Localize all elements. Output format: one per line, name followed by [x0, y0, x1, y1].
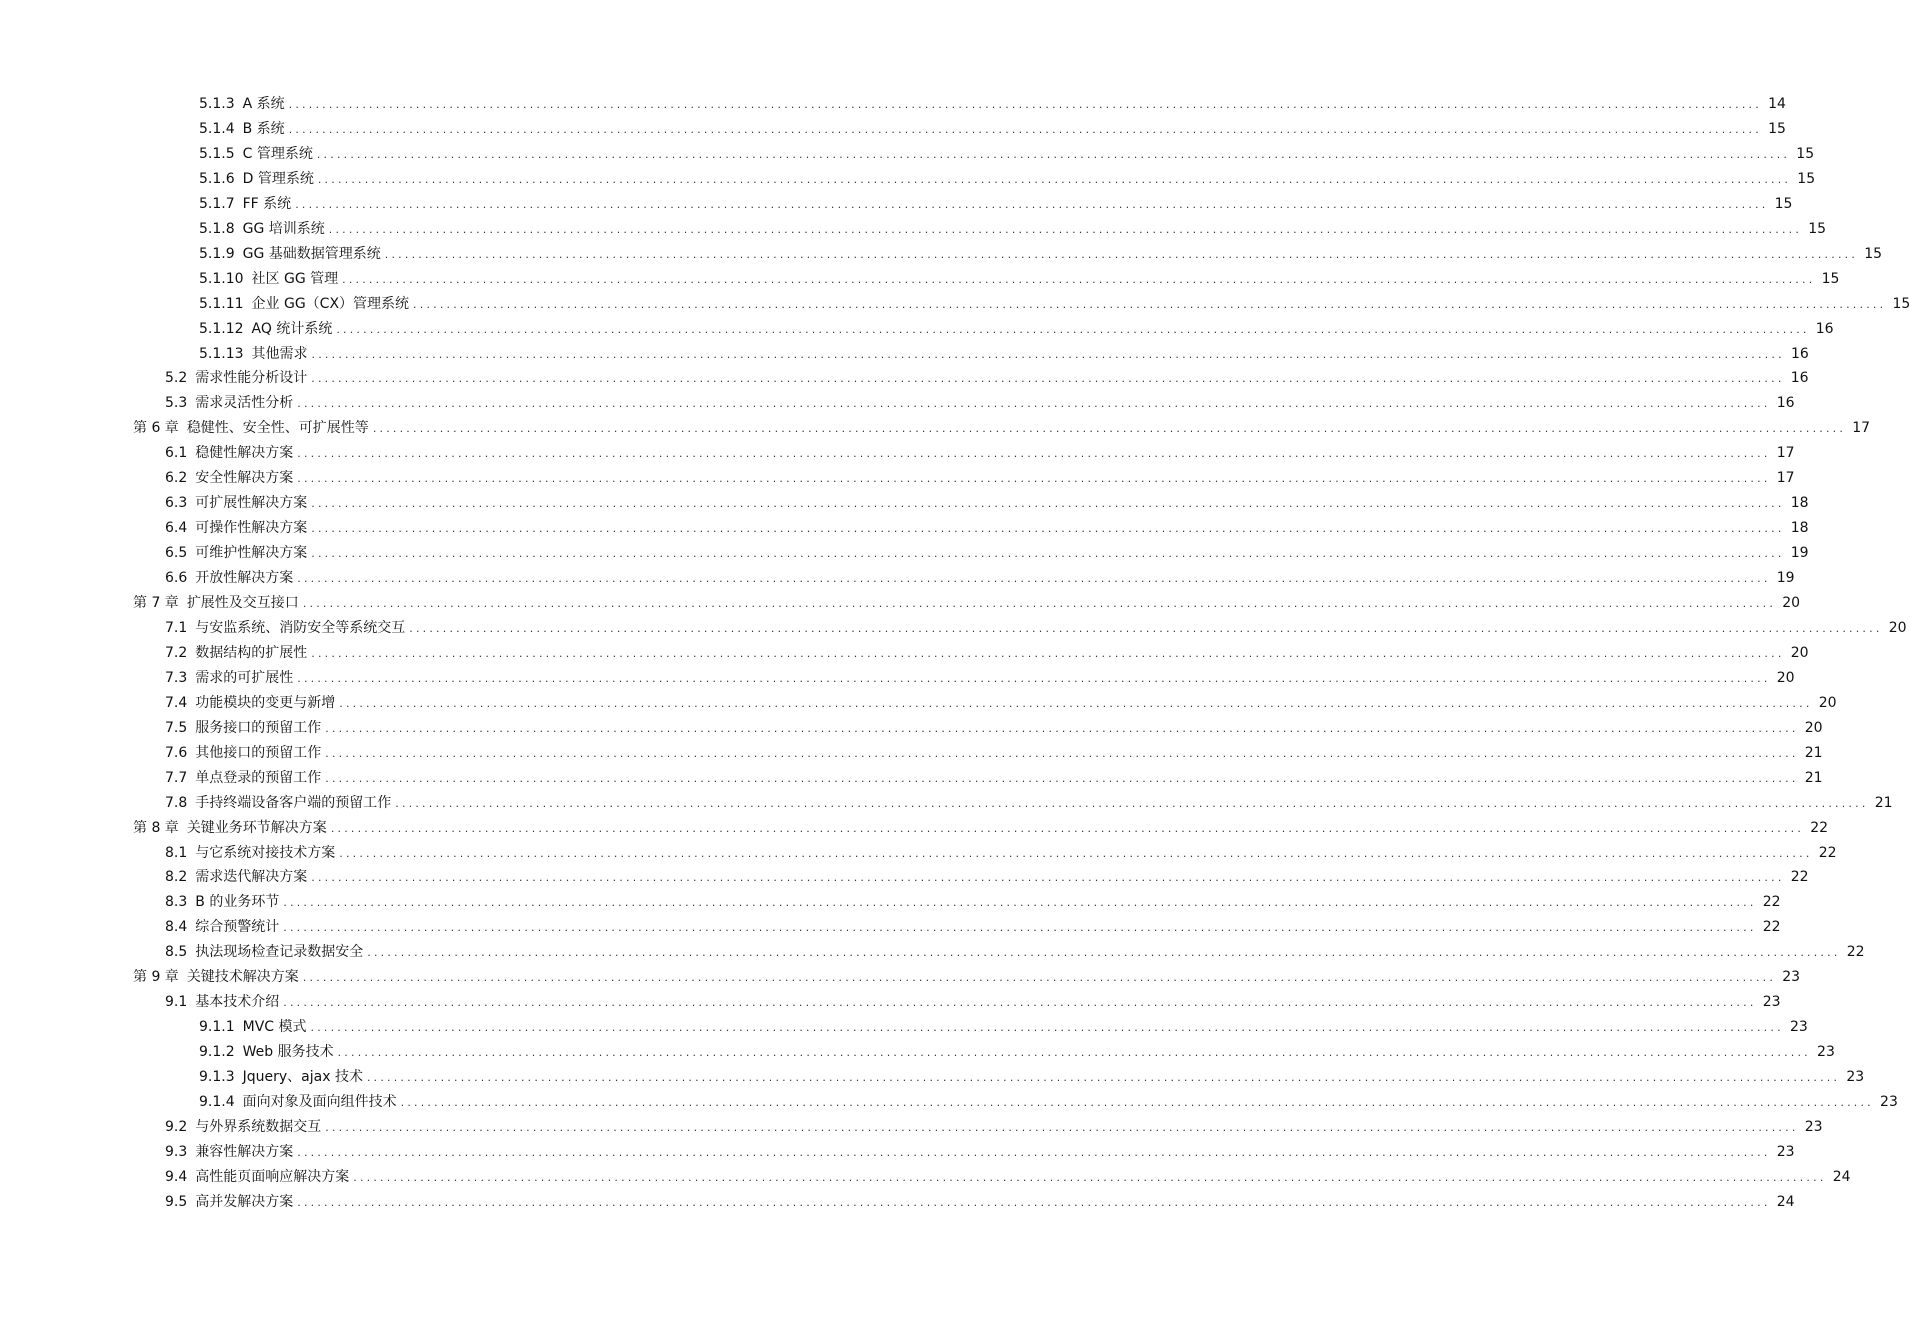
- toc-entry-title: 稳健性解决方案: [195, 445, 294, 462]
- toc-entry[interactable]: [165, 915, 1781, 940]
- toc-entry-number: 8.2: [165, 869, 188, 886]
- toc-dot-leader: ............................................................................................................................................................................................................................: [342, 272, 1816, 286]
- toc-entry-page: 23: [1880, 1094, 1898, 1110]
- toc-entry-page: 14: [1768, 96, 1786, 112]
- toc-dot-leader: ............................................................................................................................................................................................................................: [311, 347, 1785, 361]
- toc-entry[interactable]: [165, 641, 1809, 666]
- toc-entry[interactable]: [165, 491, 1809, 516]
- toc-entry-title: GG 基础数据管理系统: [242, 245, 381, 262]
- toc-entry[interactable]: [165, 766, 1823, 791]
- toc-entry-title: 稳健性、安全性、可扩展性等: [186, 420, 369, 437]
- toc-entry-number: 5.2: [165, 370, 188, 387]
- toc-dot-leader: ............................................................................................................................................................................................................................: [384, 247, 1859, 261]
- toc-dot-leader: ............................................................................................................................................................................................................................: [325, 721, 1799, 735]
- toc-entry-number: 7.1: [165, 619, 188, 636]
- toc-entry[interactable]: [165, 366, 1809, 391]
- toc-entry-number: 8.1: [165, 844, 188, 861]
- toc-entry-number: 第 8 章: [133, 819, 179, 836]
- toc-entry-number: 5.1.7: [199, 195, 235, 212]
- toc-entry-title: AQ 统计系统: [251, 320, 333, 337]
- toc-dot-leader: ............................................................................................................................................................................................................................: [367, 946, 1841, 960]
- toc-dot-leader: ............................................................................................................................................................................................................................: [302, 597, 1777, 610]
- toc-entry-page: 16: [1776, 395, 1795, 412]
- toc-entry-number: 7.5: [165, 719, 188, 736]
- toc-dot-leader: ............................................................................................................................................................................................................................: [366, 1071, 1841, 1085]
- toc-entry[interactable]: [133, 965, 1801, 990]
- toc-entry-title: GG 培训系统: [242, 220, 325, 237]
- toc-dot-leader: ............................................................................................................................................................................................................................: [395, 796, 1869, 810]
- toc-entry-page: 19: [1790, 545, 1809, 562]
- toc-entry[interactable]: [133, 416, 1871, 441]
- toc-entry-title: 高性能页面响应解决方案: [195, 1168, 350, 1185]
- toc-entry[interactable]: [165, 890, 1781, 915]
- toc-entry-title: 扩展性及交互接口: [186, 595, 299, 611]
- toc-entry-number: 8.4: [165, 919, 188, 936]
- toc-entry[interactable]: [199, 1090, 1898, 1115]
- toc-entry-number: 8.5: [165, 944, 188, 961]
- toc-entry-title: 企业 GG（CX）管理系统: [251, 295, 410, 312]
- toc-entry[interactable]: [199, 192, 1793, 217]
- toc-dot-leader: ............................................................................................................................................................................................................................: [353, 1170, 1827, 1184]
- toc-entry[interactable]: [133, 816, 1829, 841]
- toc-entry-number: 9.1: [165, 994, 188, 1011]
- toc-dot-leader: ............................................................................................................................................................................................................................: [325, 771, 1799, 785]
- toc-entry[interactable]: [199, 1040, 1835, 1065]
- toc-dot-leader: ............................................................................................................................................................................................................................: [339, 846, 1813, 860]
- toc-entry-number: 6.4: [165, 520, 188, 537]
- toc-entry[interactable]: [165, 691, 1837, 716]
- toc-entry-number: 6.2: [165, 470, 188, 487]
- toc-dot-leader: ............................................................................................................................................................................................................................: [325, 1120, 1799, 1134]
- toc-entry-number: 9.1.2: [199, 1044, 235, 1061]
- toc-dot-leader: ............................................................................................................................................................................................................................: [288, 122, 1762, 136]
- toc-entry-number: 9.1.1: [199, 1019, 235, 1036]
- toc-entry-number: 5.1.10: [199, 270, 244, 287]
- toc-entry-page: 23: [1782, 969, 1801, 986]
- toc-entry-page: 21: [1874, 794, 1893, 811]
- toc-entry-number: 7.7: [165, 769, 188, 786]
- toc-entry-page: 16: [1790, 370, 1809, 387]
- toc-entry-page: 20: [1776, 669, 1795, 686]
- toc-dot-leader: ............................................................................................................................................................................................................................: [297, 1145, 1771, 1159]
- toc-entry-page: 15: [1808, 220, 1827, 237]
- toc-entry-page: 17: [1776, 445, 1795, 462]
- toc-entry[interactable]: [199, 292, 1910, 317]
- toc-entry[interactable]: [165, 865, 1809, 890]
- toc-entry[interactable]: [165, 516, 1809, 541]
- toc-entry-number: 5.1.5: [199, 145, 235, 162]
- toc-dot-leader: ............................................................................................................................................................................................................................: [311, 547, 1785, 561]
- toc-dot-leader: ............................................................................................................................................................................................................................: [336, 322, 1810, 336]
- toc-entry-number: 5.3: [165, 395, 188, 412]
- toc-entry-number: 9.4: [165, 1168, 188, 1185]
- toc-dot-leader: ............................................................................................................................................................................................................................: [311, 646, 1785, 660]
- toc-entry[interactable]: [199, 242, 1883, 267]
- toc-entry-number: 9.5: [165, 1193, 188, 1210]
- toc-entry-title: 社区 GG 管理: [251, 270, 339, 287]
- toc-entry-title: B 的业务环节: [195, 894, 280, 911]
- toc-dot-leader: ............................................................................................................................................................................................................................: [283, 996, 1757, 1010]
- toc-entry-number: 5.1.8: [199, 220, 235, 237]
- toc-entry-title: 需求迭代解决方案: [195, 869, 308, 886]
- toc-entry-title: 其他需求: [251, 345, 308, 362]
- toc-entry-title: Jquery、ajax 技术: [242, 1069, 363, 1086]
- toc-dot-leader: ............................................................................................................................................................................................................................: [311, 871, 1785, 885]
- toc-entry-page: 24: [1832, 1168, 1851, 1185]
- toc-entry[interactable]: [199, 92, 1786, 117]
- toc-entry-number: 第 9 章: [133, 969, 179, 986]
- toc-entry-title: 单点登录的预留工作: [195, 769, 322, 786]
- toc-entry[interactable]: [165, 466, 1795, 491]
- toc-entry[interactable]: [133, 591, 1801, 616]
- toc-entry-page: 23: [1804, 1118, 1823, 1135]
- toc-entry-number: 6.1: [165, 445, 188, 462]
- toc-entry[interactable]: [165, 391, 1795, 416]
- toc-entry[interactable]: [199, 267, 1840, 292]
- toc-dot-leader: ............................................................................................................................................................................................................................: [316, 147, 1791, 161]
- toc-entry-page: 20: [1790, 644, 1809, 661]
- toc-entry-title: 需求性能分析设计: [195, 370, 308, 387]
- toc-entry-number: 5.1.13: [199, 345, 244, 362]
- toc-entry-title: 兼容性解决方案: [195, 1143, 294, 1160]
- toc-entry-number: 7.4: [165, 694, 188, 711]
- toc-entry[interactable]: [199, 142, 1815, 167]
- toc-entry[interactable]: [165, 716, 1823, 741]
- toc-entry-title: FF 系统: [242, 195, 292, 212]
- toc-entry-title: 与外界系统数据交互: [195, 1118, 322, 1135]
- toc-dot-leader: ............................................................................................................................................................................................................................: [297, 572, 1771, 586]
- toc-dot-leader: ............................................................................................................................................................................................................................: [328, 222, 1803, 236]
- toc-dot-leader: ............................................................................................................................................................................................................................: [311, 372, 1785, 386]
- toc-entry-page: 15: [1768, 120, 1786, 137]
- toc-entry-title: 可维护性解决方案: [195, 545, 308, 562]
- toc-entry-page: 23: [1762, 994, 1781, 1011]
- toc-entry-page: 16: [1790, 345, 1809, 362]
- toc-entry-title: MVC 模式: [242, 1019, 307, 1036]
- toc-dot-leader: ............................................................................................................................................................................................................................: [297, 671, 1771, 685]
- toc-entry-number: 7.2: [165, 644, 188, 661]
- toc-entry[interactable]: [165, 566, 1795, 591]
- toc-entry-page: 22: [1790, 869, 1809, 886]
- toc-entry-title: 其他接口的预留工作: [195, 744, 322, 761]
- toc-dot-leader: ............................................................................................................................................................................................................................: [330, 821, 1805, 835]
- toc-entry-page: 22: [1846, 944, 1865, 961]
- toc-entry-title: 手持终端设备客户端的预留工作: [195, 794, 392, 811]
- toc-entry-page: 22: [1818, 844, 1837, 861]
- toc-entry-title: 综合预警统计: [195, 919, 280, 936]
- toc-entry[interactable]: [199, 317, 1834, 342]
- toc-entry-page: 15: [1774, 195, 1793, 212]
- toc-entry-number: 9.2: [165, 1118, 188, 1135]
- toc-entry-title: Web 服务技术: [242, 1044, 334, 1061]
- toc-entry-number: 5.1.9: [199, 245, 235, 262]
- toc-entry-number: 5.1.4: [199, 120, 235, 137]
- toc-entry[interactable]: [199, 1065, 1865, 1090]
- toc-entry-title: 安全性解决方案: [195, 470, 294, 487]
- toc-entry-number: 9.1.3: [199, 1069, 235, 1086]
- toc-dot-leader: ............................................................................................................................................................................................................................: [288, 98, 1762, 111]
- toc-entry[interactable]: [199, 117, 1786, 142]
- toc-dot-leader: ............................................................................................................................................................................................................................: [409, 621, 1883, 635]
- toc-dot-leader: ............................................................................................................................................................................................................................: [297, 1195, 1771, 1209]
- toc-entry-page: 20: [1804, 719, 1823, 736]
- toc-entry[interactable]: [165, 741, 1823, 766]
- toc-entry-page: 24: [1776, 1193, 1795, 1210]
- toc-dot-leader: ............................................................................................................................................................................................................................: [337, 1046, 1811, 1060]
- toc-entry-number: 第 6 章: [133, 420, 179, 437]
- toc-entry-title: 与它系统对接技术方案: [195, 844, 336, 861]
- toc-dot-leader: ............................................................................................................................................................................................................................: [372, 422, 1847, 436]
- toc-entry-page: 22: [1810, 819, 1829, 836]
- toc-entry-number: 6.5: [165, 545, 188, 562]
- toc-entry[interactable]: [165, 541, 1809, 566]
- toc-entry-page: 18: [1790, 520, 1809, 537]
- toc-dot-leader: ............................................................................................................................................................................................................................: [295, 197, 1769, 211]
- toc-entry-page: 22: [1762, 919, 1781, 936]
- toc-entry-title: 数据结构的扩展性: [195, 644, 308, 661]
- toc-entry-page: 20: [1782, 595, 1801, 611]
- toc-entry-page: 15: [1864, 245, 1883, 262]
- toc-entry-title: 可扩展性解决方案: [195, 495, 308, 512]
- toc-dot-leader: ............................................................................................................................................................................................................................: [297, 447, 1771, 461]
- toc-dot-leader: ............................................................................................................................................................................................................................: [317, 172, 1792, 186]
- toc-entry-number: 5.1.12: [199, 320, 244, 337]
- toc-entry-title: 与安监系统、消防安全等系统交互: [195, 619, 406, 636]
- toc-entry[interactable]: [165, 1140, 1795, 1165]
- toc-entry-page: 23: [1789, 1019, 1808, 1036]
- toc-entry[interactable]: [165, 791, 1893, 816]
- toc-entry[interactable]: [165, 1190, 1795, 1215]
- toc-entry-title: 需求的可扩展性: [195, 669, 294, 686]
- toc-entry-number: 6.3: [165, 495, 188, 512]
- toc-dot-leader: ............................................................................................................................................................................................................................: [310, 1021, 1784, 1035]
- toc-entry-page: 17: [1776, 470, 1795, 487]
- toc-entry[interactable]: [165, 1165, 1851, 1190]
- toc-entry-page: 18: [1790, 495, 1809, 512]
- toc-entry-page: 15: [1797, 170, 1816, 187]
- toc-entry-page: 20: [1888, 619, 1907, 636]
- toc-entry[interactable]: [165, 841, 1837, 866]
- toc-entry-number: 第 7 章: [133, 595, 179, 611]
- toc-entry-number: 5.1.11: [199, 295, 244, 312]
- toc-entry[interactable]: [165, 441, 1795, 466]
- toc-dot-leader: ............................................................................................................................................................................................................................: [297, 397, 1771, 411]
- toc-entry[interactable]: [199, 167, 1816, 192]
- toc-entry-page: 15: [1892, 295, 1910, 312]
- toc-entry-title: C 管理系统: [242, 145, 313, 162]
- toc-dot-leader: ............................................................................................................................................................................................................................: [325, 746, 1799, 760]
- toc-entry[interactable]: [165, 990, 1781, 1015]
- toc-entry-title: 面向对象及面向组件技术: [242, 1094, 397, 1110]
- toc-entry[interactable]: [199, 217, 1827, 242]
- toc-entry-title: 服务接口的预留工作: [195, 719, 322, 736]
- toc-entry-number: 9.1.4: [199, 1094, 235, 1110]
- toc-entry-title: 功能模块的变更与新增: [195, 694, 336, 711]
- toc-dot-leader: ............................................................................................................................................................................................................................: [311, 497, 1785, 511]
- toc-entry-title: 执法现场检查记录数据安全: [195, 944, 364, 961]
- toc-entry-number: 7.8: [165, 794, 188, 811]
- toc-dot-leader: ............................................................................................................................................................................................................................: [311, 522, 1785, 536]
- toc-entry-page: 21: [1804, 769, 1823, 786]
- toc-entry-page: 17: [1852, 420, 1871, 437]
- toc-entry-page: 23: [1817, 1044, 1835, 1061]
- toc-entry[interactable]: [165, 1115, 1823, 1140]
- toc-entry-page: 22: [1762, 894, 1781, 911]
- toc-entry-page: 16: [1815, 320, 1834, 337]
- toc-entry[interactable]: [165, 940, 1865, 965]
- toc-entry-page: 23: [1846, 1069, 1865, 1086]
- toc-entry-title: 基本技术介绍: [195, 994, 280, 1011]
- toc-entry-page: 20: [1818, 694, 1837, 711]
- toc-dot-leader: ............................................................................................................................................................................................................................: [297, 472, 1771, 486]
- toc-entry[interactable]: [165, 616, 1907, 641]
- toc-entry[interactable]: [199, 1015, 1808, 1040]
- toc-dot-leader: ............................................................................................................................................................................................................................: [400, 1096, 1874, 1109]
- toc-dot-leader: ............................................................................................................................................................................................................................: [339, 696, 1813, 710]
- toc-dot-leader: ............................................................................................................................................................................................................................: [283, 896, 1757, 910]
- toc-entry-page: 15: [1796, 145, 1815, 162]
- toc-entry-page: 19: [1776, 570, 1795, 587]
- toc-entry-number: 6.6: [165, 570, 188, 587]
- toc-dot-leader: ............................................................................................................................................................................................................................: [413, 297, 1887, 311]
- toc-entry[interactable]: [199, 342, 1809, 367]
- toc-entry-title: D 管理系统: [242, 170, 314, 187]
- toc-entry-number: 8.3: [165, 894, 188, 911]
- toc-entry[interactable]: [165, 666, 1795, 691]
- toc-entry-title: 可操作性解决方案: [195, 520, 308, 537]
- toc-dot-leader: ............................................................................................................................................................................................................................: [283, 921, 1757, 935]
- toc-entry-title: 高并发解决方案: [195, 1193, 294, 1210]
- toc-entry-number: 7.6: [165, 744, 188, 761]
- toc-entry-number: 5.1.6: [199, 170, 235, 187]
- toc-entry-number: 5.1.3: [199, 96, 235, 112]
- toc-entry-title: 需求灵活性分析: [195, 395, 294, 412]
- toc-entry-number: 9.3: [165, 1143, 188, 1160]
- toc-entry-title: 开放性解决方案: [195, 570, 294, 587]
- toc-entry-title: B 系统: [242, 120, 285, 137]
- toc-dot-leader: ............................................................................................................................................................................................................................: [302, 971, 1777, 985]
- toc-entry-title: 关键业务环节解决方案: [186, 819, 327, 836]
- toc-entry-page: 23: [1776, 1143, 1795, 1160]
- toc-entry-title: 关键技术解决方案: [186, 969, 299, 986]
- toc-entry-page: 15: [1821, 270, 1840, 287]
- toc-entry-page: 21: [1804, 744, 1823, 761]
- toc-entry-title: A 系统: [242, 96, 285, 112]
- toc-entry-number: 7.3: [165, 669, 188, 686]
